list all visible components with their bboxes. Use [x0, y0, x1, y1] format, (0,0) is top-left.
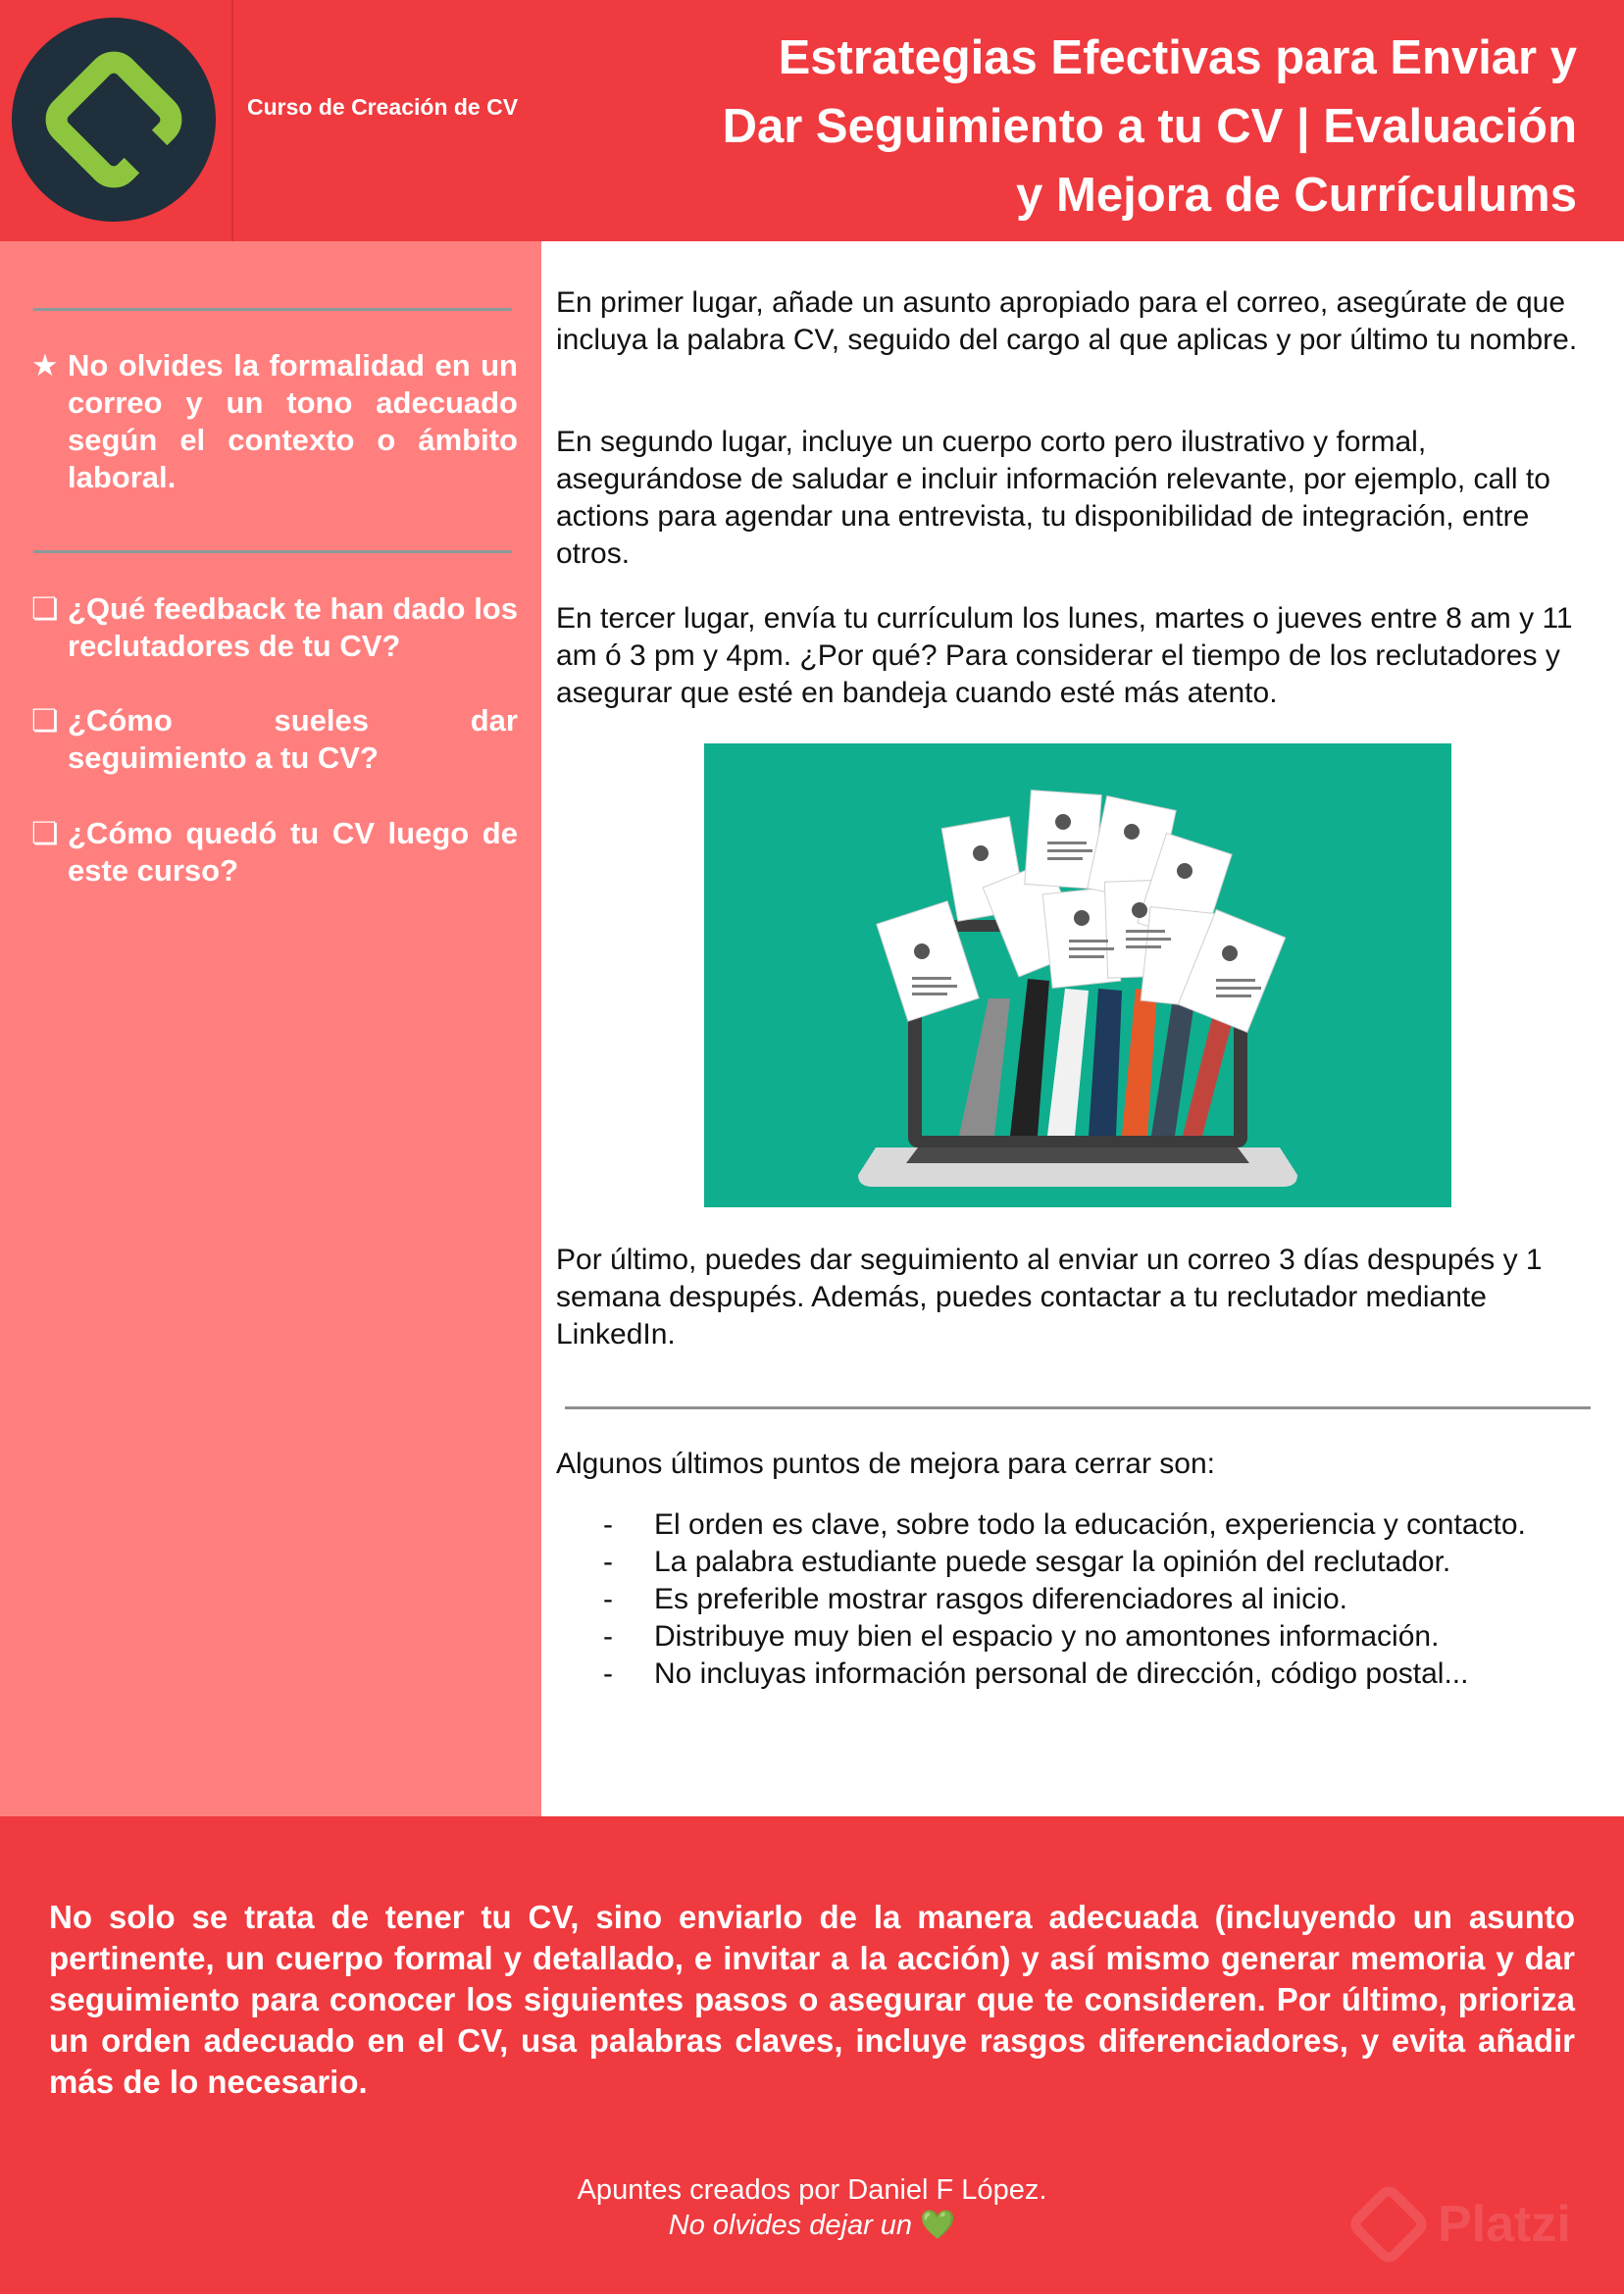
paragraph: Por último, puedes dar seguimiento al enviar un correo 3 días despupés y 1 semana despupés. Además, puedes contactar a tu reclutador mediante LinkedIn. — [556, 1244, 1543, 1351]
sidebar-tip — [31, 347, 518, 496]
author-credit: Apuntes creados por Daniel F López. — [577, 2174, 1047, 2206]
title-line: y Mejora de Currículums — [1016, 169, 1577, 222]
sidebar-tip-text: No olvides la formalidad en un correo y un tono adecuado según el contexto o ámbito laboral. — [68, 348, 518, 494]
section-divider — [565, 1406, 1591, 1409]
sidebar-question-text: ¿Cómo sueles dar seguimiento a tu CV? — [68, 703, 518, 775]
sidebar-divider — [33, 308, 512, 311]
reminder-text: No olvides dejar un — [668, 2210, 913, 2241]
list-item: - Es preferible mostrar rasgos diferenciadores al inicio. — [603, 1583, 1347, 1615]
paragraph: En tercer lugar, envía tu currículum los lunes, martes o jueves entre 8 am y 11 am ó 3 pm y 4pm. ¿Por qué? Para considerar el tiempo de los reclutadores y asegurar que esté en bandeja cuando esté más atento. — [556, 602, 1573, 709]
checkbox-icon: ❏ — [31, 816, 59, 850]
list-item: - Distribuye muy bien el espacio y no amontones información. — [603, 1620, 1440, 1653]
sidebar-question — [31, 702, 518, 777]
title-line: Estrategias Efectivas para Enviar y — [778, 31, 1577, 84]
sidebar-question-text: ¿Qué feedback te han dado los reclutadores de tu CV? — [68, 591, 518, 663]
laptop-icon — [704, 743, 1451, 1207]
list-item: - La palabra estudiante puede sesgar la opinión del reclutador. — [603, 1546, 1451, 1578]
checkbox-icon: ❏ — [31, 703, 59, 738]
laptop-resumes-illustration — [704, 743, 1451, 1207]
paragraph: En primer lugar, añade un asunto apropiado para el correo, asegúrate de que incluya la palabra CV, seguido del cargo al que aplicas y por último tu nombre. — [556, 286, 1578, 356]
sidebar-question-text: ¿Cómo quedó tu CV luego de este curso? — [68, 816, 518, 888]
sidebar-divider — [33, 550, 512, 553]
header-divider — [231, 0, 233, 241]
footer — [0, 1816, 1624, 2294]
summary-text: No solo se trata de tener tu CV, sino enviarlo de la manera adecuada (incluyendo un asunto pertinente, un cuerpo formal y detallado, e invitar a la acción) y así mismo generar memoria y dar seguimiento para conocer los siguientes pasos o asegurar que te consideren. Por último, prioriza un orden adecuado en el CV, usa palabras claves, incluye rasgos diferenciadores, y evita añadir más de lo necesario. — [49, 1899, 1575, 2100]
sidebar-question — [31, 590, 518, 665]
sidebar-question — [31, 815, 518, 890]
header — [0, 0, 1624, 241]
paragraph: En segundo lugar, incluye un cuerpo corto pero ilustrativo y formal, asegurándose de saludar e incluir información relevante, por ejemplo, call to actions para agendar una entrevista, tu disponibilidad de integración, entre otros. — [556, 426, 1550, 570]
star-icon: ★ — [31, 348, 59, 382]
watermark-text: Platzi — [1438, 2196, 1571, 2253]
sidebar — [0, 241, 541, 1816]
title-line: Dar Seguimiento a tu CV | Evaluación — [722, 100, 1577, 153]
checkbox-icon: ❏ — [31, 591, 59, 626]
platzi-watermark-icon — [1342, 2170, 1616, 2278]
list-item: - El orden es clave, sobre todo la educación, experiencia y contacto. — [603, 1508, 1526, 1541]
closing-intro: Algunos últimos puntos de mejora para cerrar son: — [556, 1448, 1216, 1480]
platzi-logo-icon — [12, 18, 216, 222]
green-heart-icon: 💚 — [920, 2210, 956, 2241]
course-name: Curso de Creación de CV — [247, 94, 519, 120]
list-item: - No incluyas información personal de dirección, código postal... — [603, 1657, 1469, 1690]
improvement-list — [556, 1506, 1596, 1693]
page-title — [586, 24, 1577, 229]
